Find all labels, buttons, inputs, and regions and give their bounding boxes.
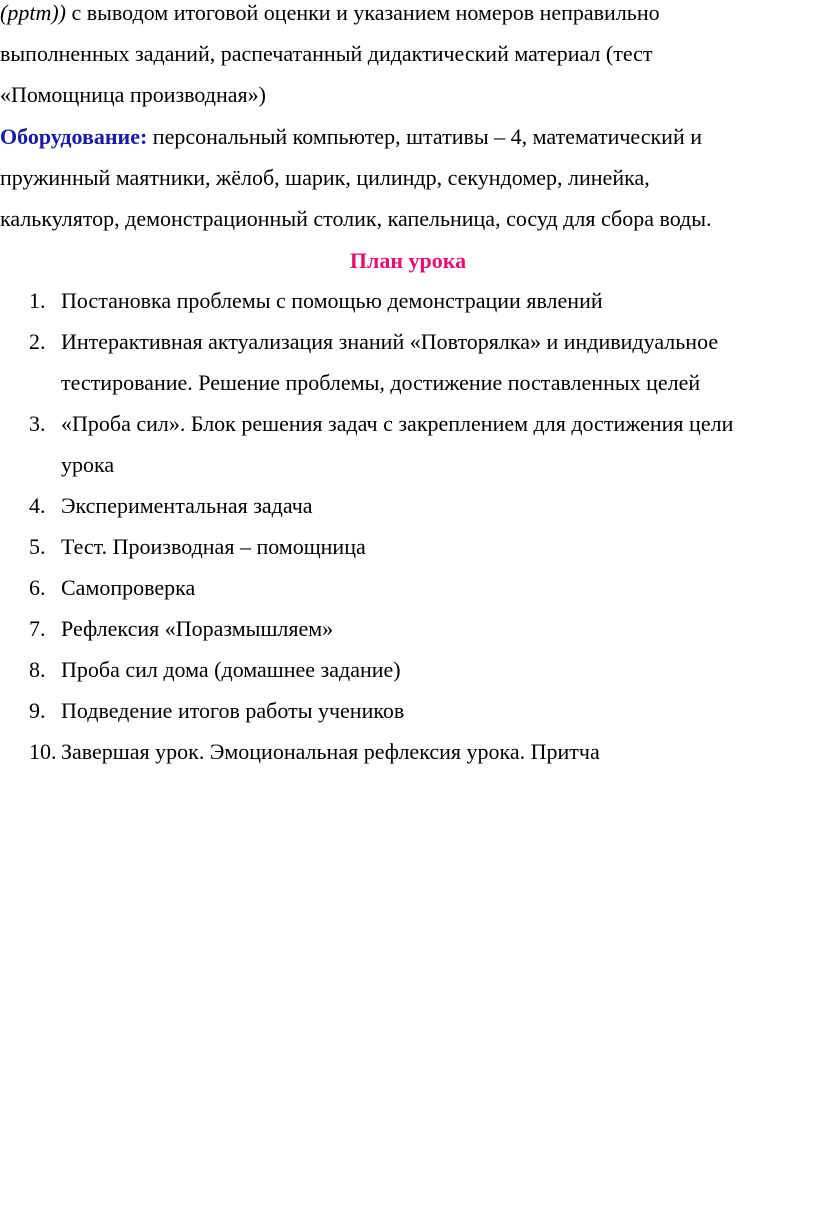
plan-item (0, 567, 816, 608)
equipment-line-2: пружинный маятники, жёлоб, шарик, цилиндр, секундомер, линейка, (0, 165, 650, 190)
plan-item-text: Подведение итогов работы учеников (61, 698, 405, 723)
equipment-line-3: калькулятор, демонстрационный столик, капельница, сосуд для сбора воды. (0, 206, 712, 231)
intro-line-3: «Помощница производная») (0, 82, 266, 107)
equipment-line-1 (0, 116, 800, 157)
plan-item (0, 526, 816, 567)
plan-item-number: 1. (29, 288, 46, 313)
plan-item (0, 608, 816, 649)
plan-item-text: урока (61, 452, 115, 477)
plan-item-number: 7. (29, 616, 46, 641)
intro-file-ext: (pptm)) (0, 0, 66, 25)
plan-item-text: Рефлексия «Поразмышляем» (61, 616, 334, 641)
plan-item-text: Тест. Производная – помощница (61, 534, 366, 559)
plan-item-text: Экспериментальная задача (61, 493, 313, 518)
plan-item (0, 321, 816, 403)
plan-item-number: 6. (29, 575, 46, 600)
plan-item-text: Проба сил дома (домашнее задание) (61, 657, 401, 682)
equipment-line-1-text: персональный компьютер, штативы – 4, математический и (147, 124, 703, 149)
plan-item (0, 731, 816, 772)
plan-item (0, 690, 816, 731)
plan-item-number: 5. (29, 534, 46, 559)
plan-list (0, 280, 816, 772)
intro-paragraph (0, 0, 800, 115)
intro-line-1-text: с выводом итоговой оценки и указанием номеров неправильно (65, 0, 660, 25)
plan-item-number: 3. (29, 411, 46, 436)
intro-line-2: выполненных заданий, распечатанный дидактический материал (тест (0, 41, 653, 66)
plan-item-number: 4. (29, 493, 46, 518)
plan-item-text: «Проба сил». Блок решения задач с закреплением для достижения цели (61, 411, 734, 436)
plan-item-number: 10. (29, 739, 57, 764)
plan-item (0, 403, 816, 485)
plan-title: План урока (349, 248, 467, 273)
plan-item-number: 2. (29, 329, 46, 354)
equipment-paragraph (0, 116, 800, 239)
equipment-label: Оборудование: (0, 124, 148, 149)
plan-item-number: 9. (29, 698, 46, 723)
plan-item (0, 485, 816, 526)
plan-item-number: 8. (29, 657, 46, 682)
plan-item (0, 649, 816, 690)
plan-item-text: тестирование. Решение проблемы, достижение поставленных целей (61, 370, 701, 395)
plan-item-text: Завершая урок. Эмоциональная рефлексия урока. Притча (61, 739, 600, 764)
plan-item-text: Самопроверка (61, 575, 196, 600)
plan-item-text: Интерактивная актуализация знаний «Повторялка» и индивидуальное (61, 329, 719, 354)
intro-line-1 (0, 0, 800, 33)
plan-item (0, 280, 816, 321)
plan-item-text: Постановка проблемы с помощью демонстрации явлений (61, 288, 603, 313)
